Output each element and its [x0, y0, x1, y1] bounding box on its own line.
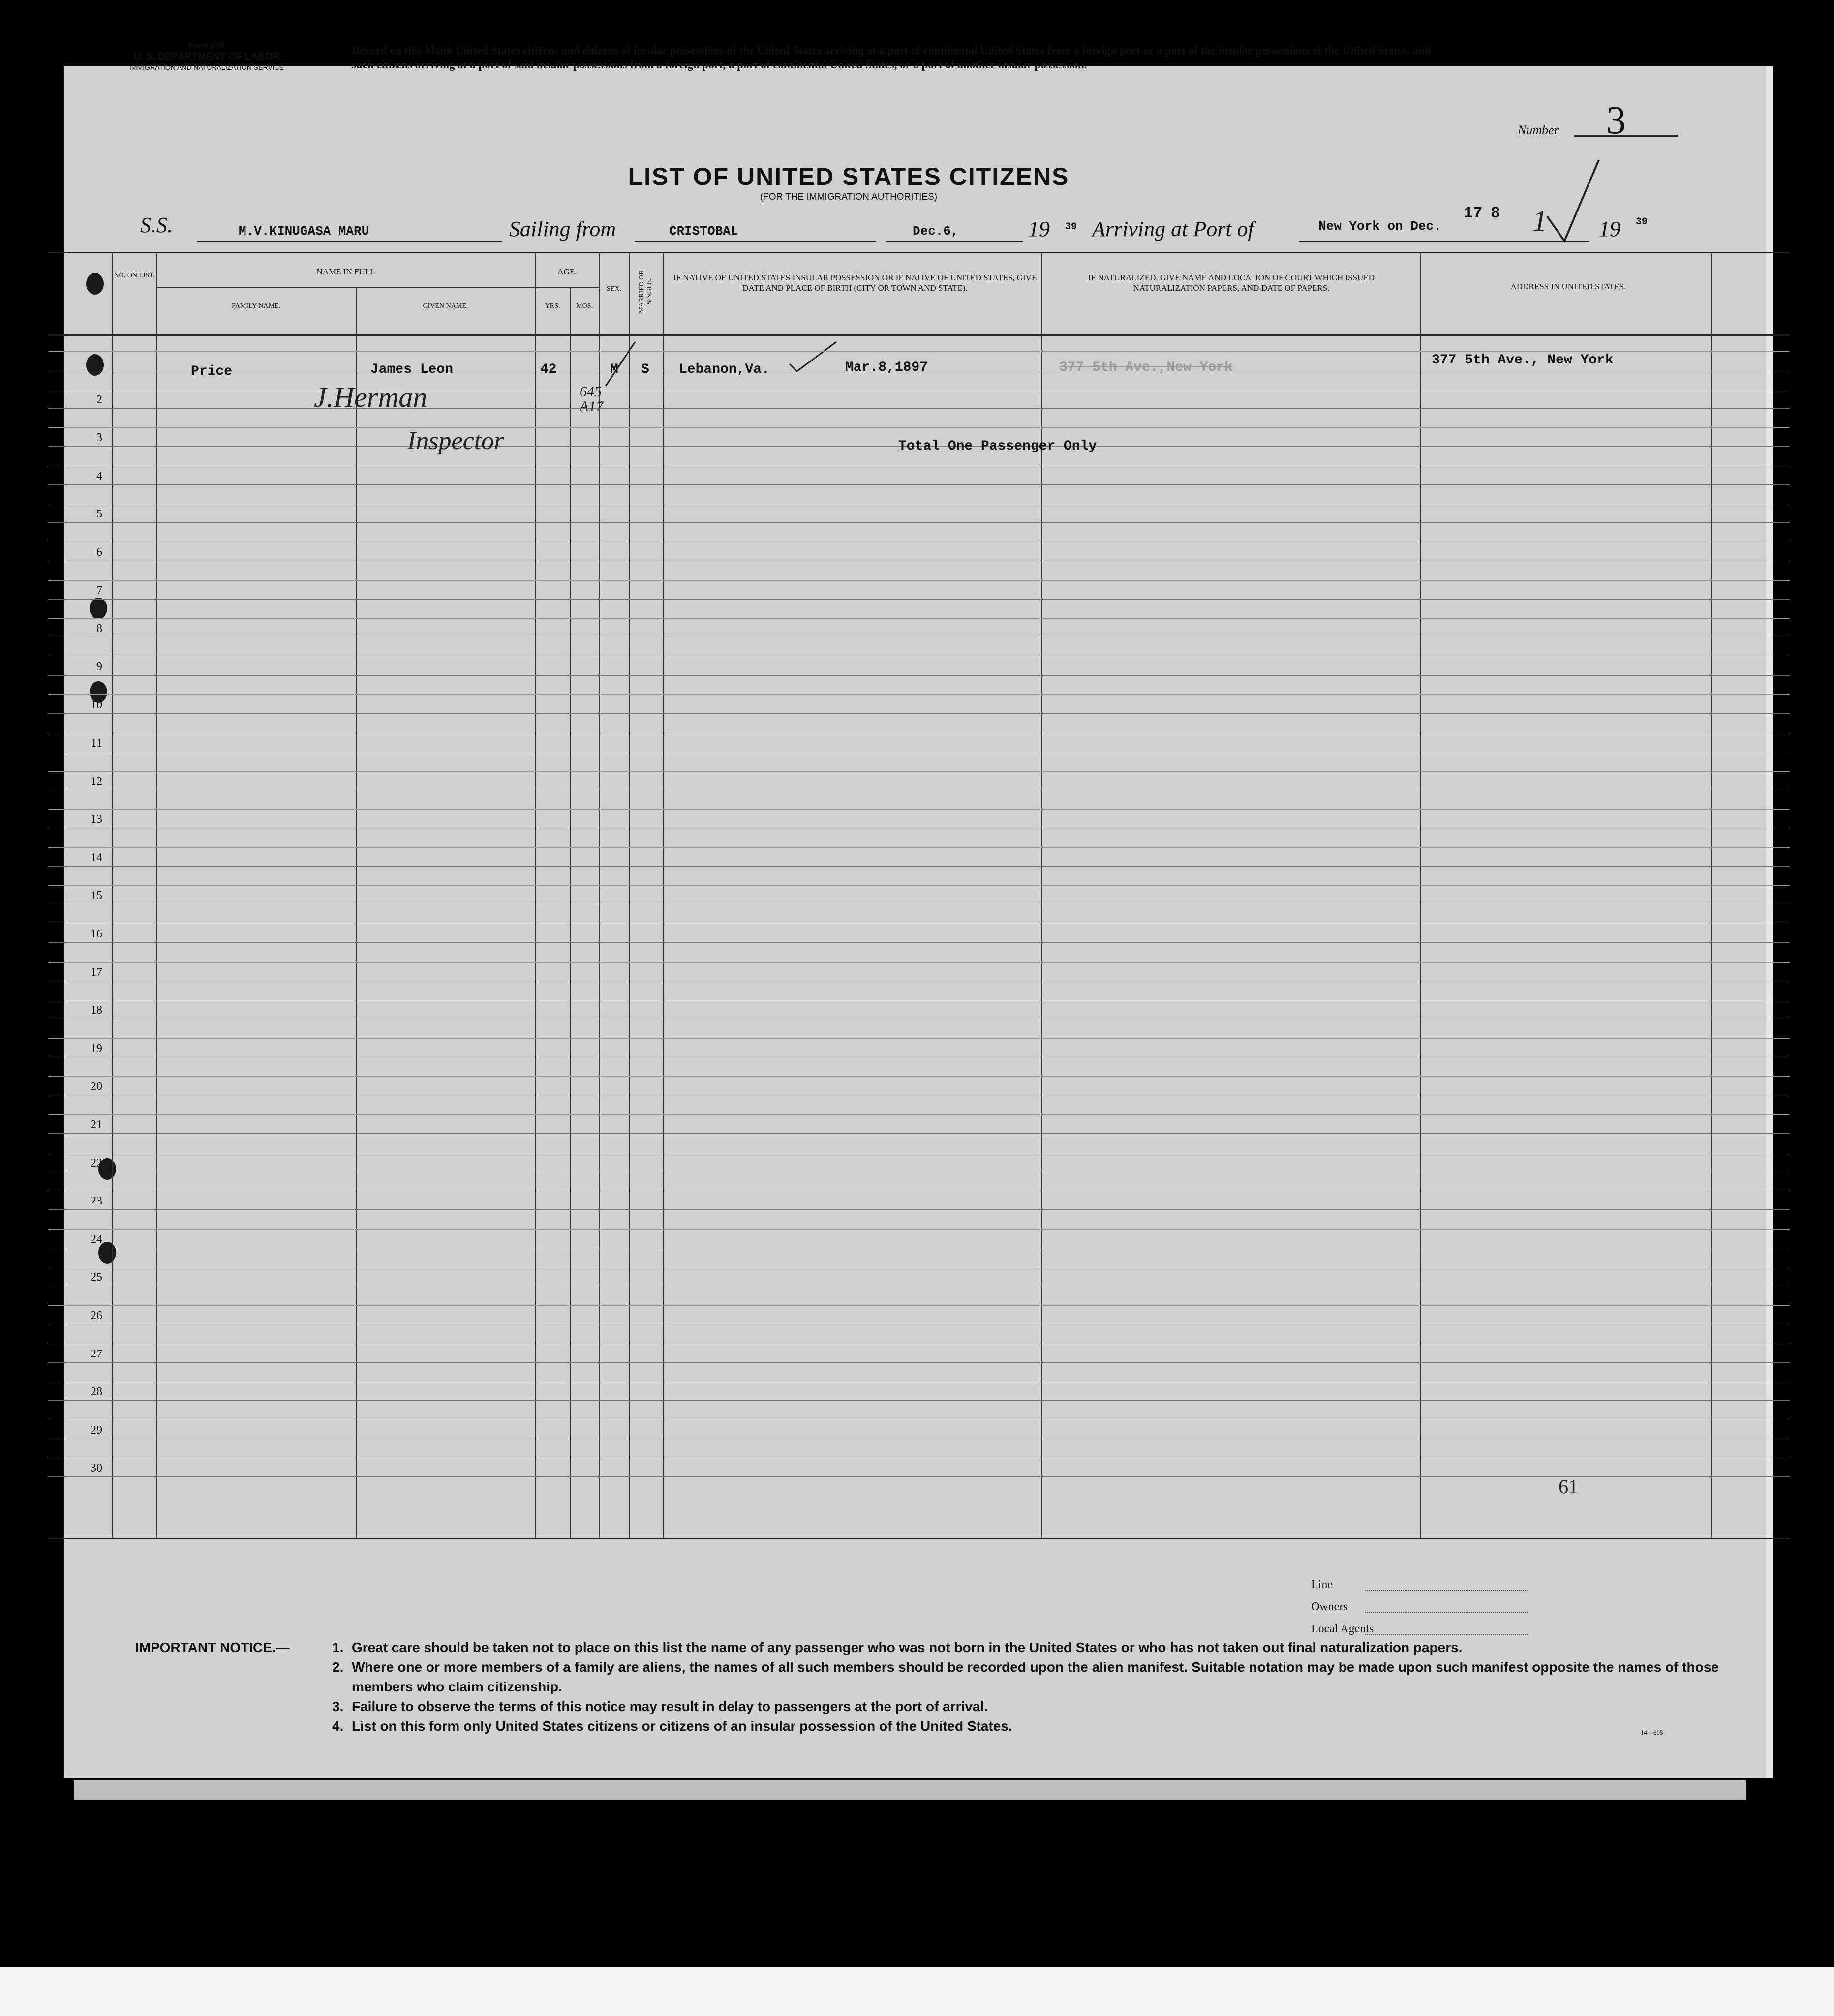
col-rule — [1420, 252, 1421, 1538]
col-rule — [629, 252, 630, 1538]
entry-birth-date: Mar.8,1897 — [845, 360, 928, 375]
notice-item-text: List on this form only United States citizens or citizens of an insular possession of the United States. — [352, 1718, 1012, 1734]
notice-item — [332, 1657, 1759, 1697]
inspector-signature: J.Herman — [314, 381, 428, 413]
arrival-day: 17 — [1464, 204, 1483, 222]
sailing-from: CRISTOBAL — [669, 224, 738, 239]
page-total: 61 — [1559, 1475, 1578, 1498]
row-rule — [48, 1362, 1790, 1363]
col-rule — [356, 287, 357, 1538]
number-value: 3 — [1606, 99, 1626, 142]
form-header — [113, 40, 300, 73]
row-number: 9 — [96, 660, 102, 673]
sailing-date: Dec.6, — [913, 224, 959, 239]
header-bottom-rule — [48, 334, 1790, 336]
number-label: Number — [1518, 123, 1559, 137]
col-header-naturalized: IF NATURALIZED, GIVE NAME AND LOCATION OF COURT WHICH ISSUED NATURALIZATION PAPERS, AND DATE OF PAPERS. — [1088, 273, 1375, 293]
row-number: 22 — [91, 1156, 102, 1170]
row-number: 16 — [91, 928, 102, 940]
row-number: 2 — [96, 393, 102, 406]
col-rule — [1711, 252, 1712, 1538]
row-number: 30 — [91, 1462, 102, 1475]
row-subrule — [48, 427, 1790, 428]
row-rule — [48, 408, 1790, 409]
hand-stroke-icon — [603, 339, 638, 389]
row-rule — [48, 1209, 1790, 1210]
row-number: 6 — [96, 546, 102, 559]
arrival-day-typed: 8 — [1491, 204, 1500, 222]
row-subrule — [48, 885, 1790, 886]
total-note: Total One Passenger Only — [898, 439, 1097, 454]
service: IMMIGRATION AND NATURALIZATION SERVICE — [129, 63, 284, 71]
row-number: 4 — [96, 469, 102, 482]
row-number: 12 — [91, 775, 102, 788]
sailing-from-label: Sailing from — [509, 217, 616, 241]
department: U. S. DEPARTMENT OF LABOR — [133, 51, 280, 62]
row-number: 19 — [91, 1042, 102, 1055]
inspector-title: Inspector — [407, 427, 504, 455]
row-subrule — [48, 580, 1790, 581]
row-number: 26 — [91, 1309, 102, 1322]
row-rule — [48, 942, 1790, 943]
row-subrule — [48, 809, 1790, 810]
row-number: 3 — [96, 431, 102, 445]
col-rule — [599, 252, 600, 1538]
row-number: 13 — [91, 813, 102, 826]
arrival-day-hand: 1 — [1532, 205, 1547, 237]
date-underline — [886, 241, 1023, 242]
notice-item-number: 1. — [332, 1640, 344, 1655]
col-header-yrs: YRS. — [545, 302, 560, 310]
col-header-sex: SEX. — [607, 285, 621, 293]
entry-sex: M — [610, 362, 618, 377]
row-subrule — [48, 618, 1790, 619]
notice-item-text: Great care should be taken not to place on this list the name of any passenger who was not born in the United States or who has not taken out final naturalization papers. — [352, 1640, 1463, 1655]
agents-block — [1311, 1574, 1374, 1640]
line-field — [1311, 1574, 1374, 1596]
ship-name: M.V.KINUGASA MARU — [239, 224, 369, 239]
row-subrule — [48, 847, 1790, 848]
row-number: 18 — [91, 1004, 102, 1017]
year-prefix: 19 — [1028, 217, 1050, 241]
notice-item-text: Failure to observe the terms of this notice may result in delay to passengers at the port of arrival. — [352, 1699, 988, 1714]
col-header-mos: MOS. — [576, 302, 593, 310]
form-code: 14—605 — [1641, 1729, 1663, 1736]
owners-field — [1311, 1596, 1374, 1618]
row-number: 14 — [91, 851, 102, 864]
arriving-label: Arriving at Port of — [1092, 217, 1254, 241]
notice-item-number: 4. — [332, 1718, 344, 1734]
row-number: 24 — [91, 1233, 102, 1246]
arrival-year-suffix: 39 — [1636, 216, 1648, 228]
row-number: 15 — [91, 889, 102, 903]
notice-item-number: 3. — [332, 1699, 344, 1714]
row-number: 28 — [91, 1385, 102, 1399]
entry-naturalized-struck: 377 5th Ave.,New York — [1059, 360, 1233, 375]
document-subtitle: (FOR THE IMMIGRATION AUTHORITIES) — [760, 192, 938, 202]
col-header-address: ADDRESS IN UNITED STATES. — [1510, 282, 1626, 291]
scan-border — [0, 1967, 1834, 2016]
row-subrule — [48, 1229, 1790, 1230]
line-label: Line — [1311, 1578, 1333, 1591]
ship-underline — [197, 241, 502, 242]
row-rule — [48, 866, 1790, 867]
arrival-year-prefix: 19 — [1599, 217, 1620, 241]
ss-label: S.S. — [140, 213, 173, 237]
document-title: LIST OF UNITED STATES CITIZENS — [628, 163, 1070, 190]
row-rule — [48, 484, 1790, 485]
row-number: 8 — [96, 622, 102, 635]
sheet-edge — [74, 1780, 1746, 1800]
notice-item — [332, 1697, 1759, 1716]
row-subrule — [48, 962, 1790, 963]
entry-marital: S — [641, 362, 649, 377]
col-header-family: FAMILY NAME. — [232, 302, 280, 310]
notice-item-number: 2. — [332, 1659, 344, 1675]
row-number: 21 — [91, 1118, 102, 1131]
row-number: 7 — [96, 584, 102, 597]
col-header-name: NAME IN FULL — [316, 267, 375, 276]
sailing-underline — [635, 241, 876, 242]
entry-family-name: Price — [191, 364, 233, 379]
instructions: Record on this blank United States citizens and citizens of insular possessions of the United States arriving at a port of continental United States from a foreign port or a port of the insular possessions of the United States, and such citizens arriving at a port of said insular possessions from a foreign port, a port of continental United States, or a port of another insular possession. — [352, 44, 1431, 71]
owners-label: Owners — [1311, 1600, 1348, 1613]
year-suffix: 39 — [1065, 221, 1077, 233]
row-number: 27 — [91, 1347, 102, 1360]
row-rule — [48, 1133, 1790, 1134]
row-subrule — [48, 1038, 1790, 1039]
notice-item — [332, 1716, 1759, 1736]
name-subheader-rule — [156, 287, 535, 288]
row-number: 25 — [91, 1271, 102, 1284]
notice-label: IMPORTANT NOTICE.— — [135, 1640, 290, 1655]
col-header-age: AGE. — [557, 267, 577, 276]
local-agents-field — [1311, 1618, 1374, 1640]
row-number: 20 — [91, 1080, 102, 1093]
row-number: 23 — [91, 1195, 102, 1208]
row-subrule — [48, 351, 1790, 352]
row-subrule — [48, 694, 1790, 695]
col-rule — [156, 252, 157, 1538]
table-top-rule — [48, 252, 1790, 253]
hand-note: 645 A17 — [580, 384, 604, 415]
row-rule — [48, 1476, 1790, 1477]
form-number: Form 630 — [188, 41, 225, 50]
row-rule — [48, 522, 1790, 523]
notice-item-text: Where one or more members of a family are aliens, the names of all such members should be recorded upon the alien manifest. Suitable notation may be made upon such manifest opposite the names of those members who claim citizenship. — [352, 1659, 1719, 1694]
row-rule — [48, 1400, 1790, 1401]
col-header-native: IF NATIVE OF UNITED STATES INSULAR POSSESSION OR IF NATIVE OF UNITED STATES, GIVE DATE AND PLACE OF BIRTH (CITY OR TOWN AND STATE). — [673, 273, 1037, 293]
row-subrule — [48, 1305, 1790, 1306]
row-subrule — [48, 1114, 1790, 1115]
entry-address: 377 5th Ave., New York — [1432, 353, 1614, 368]
entry-yrs: 42 — [540, 362, 557, 377]
notice-items — [332, 1638, 1759, 1736]
col-rule — [112, 252, 113, 1538]
age-subheader-rule — [535, 287, 599, 288]
notice-item — [332, 1638, 1759, 1657]
local-agents-dots — [1365, 1634, 1528, 1635]
row-number: 11 — [91, 737, 102, 750]
check-mark-icon — [1545, 157, 1604, 246]
arriving-port: New York on Dec. — [1318, 219, 1441, 234]
col-header-given: GIVEN NAME. — [423, 302, 468, 310]
row-rule — [48, 713, 1790, 714]
passenger-table — [48, 252, 1790, 1538]
row-rule — [48, 675, 1790, 676]
owners-dots — [1365, 1612, 1528, 1613]
local-agents-label: Local Agents — [1311, 1623, 1374, 1635]
row-rule — [48, 599, 1790, 600]
col-rule — [570, 287, 571, 1538]
row-subrule — [48, 771, 1790, 772]
line-dots — [1365, 1590, 1528, 1591]
row-number: 17 — [91, 965, 102, 979]
number-underline — [1574, 135, 1678, 137]
col-header-married: MARRIED OR SINGLE. — [638, 270, 653, 313]
row-subrule — [48, 1076, 1790, 1077]
col-rule — [663, 252, 664, 1538]
row-number: 29 — [91, 1423, 102, 1437]
col-rule — [535, 252, 536, 1538]
table-bottom-rule — [48, 1538, 1790, 1539]
entry-given-name: James Leon — [370, 362, 454, 377]
row-number: 10 — [91, 698, 102, 712]
entry-birth-place: Lebanon,Va. — [679, 362, 770, 377]
row-number: 5 — [96, 508, 102, 521]
col-header-no: NO. ON LIST. — [114, 272, 155, 279]
row-number: 1 — [96, 355, 102, 368]
